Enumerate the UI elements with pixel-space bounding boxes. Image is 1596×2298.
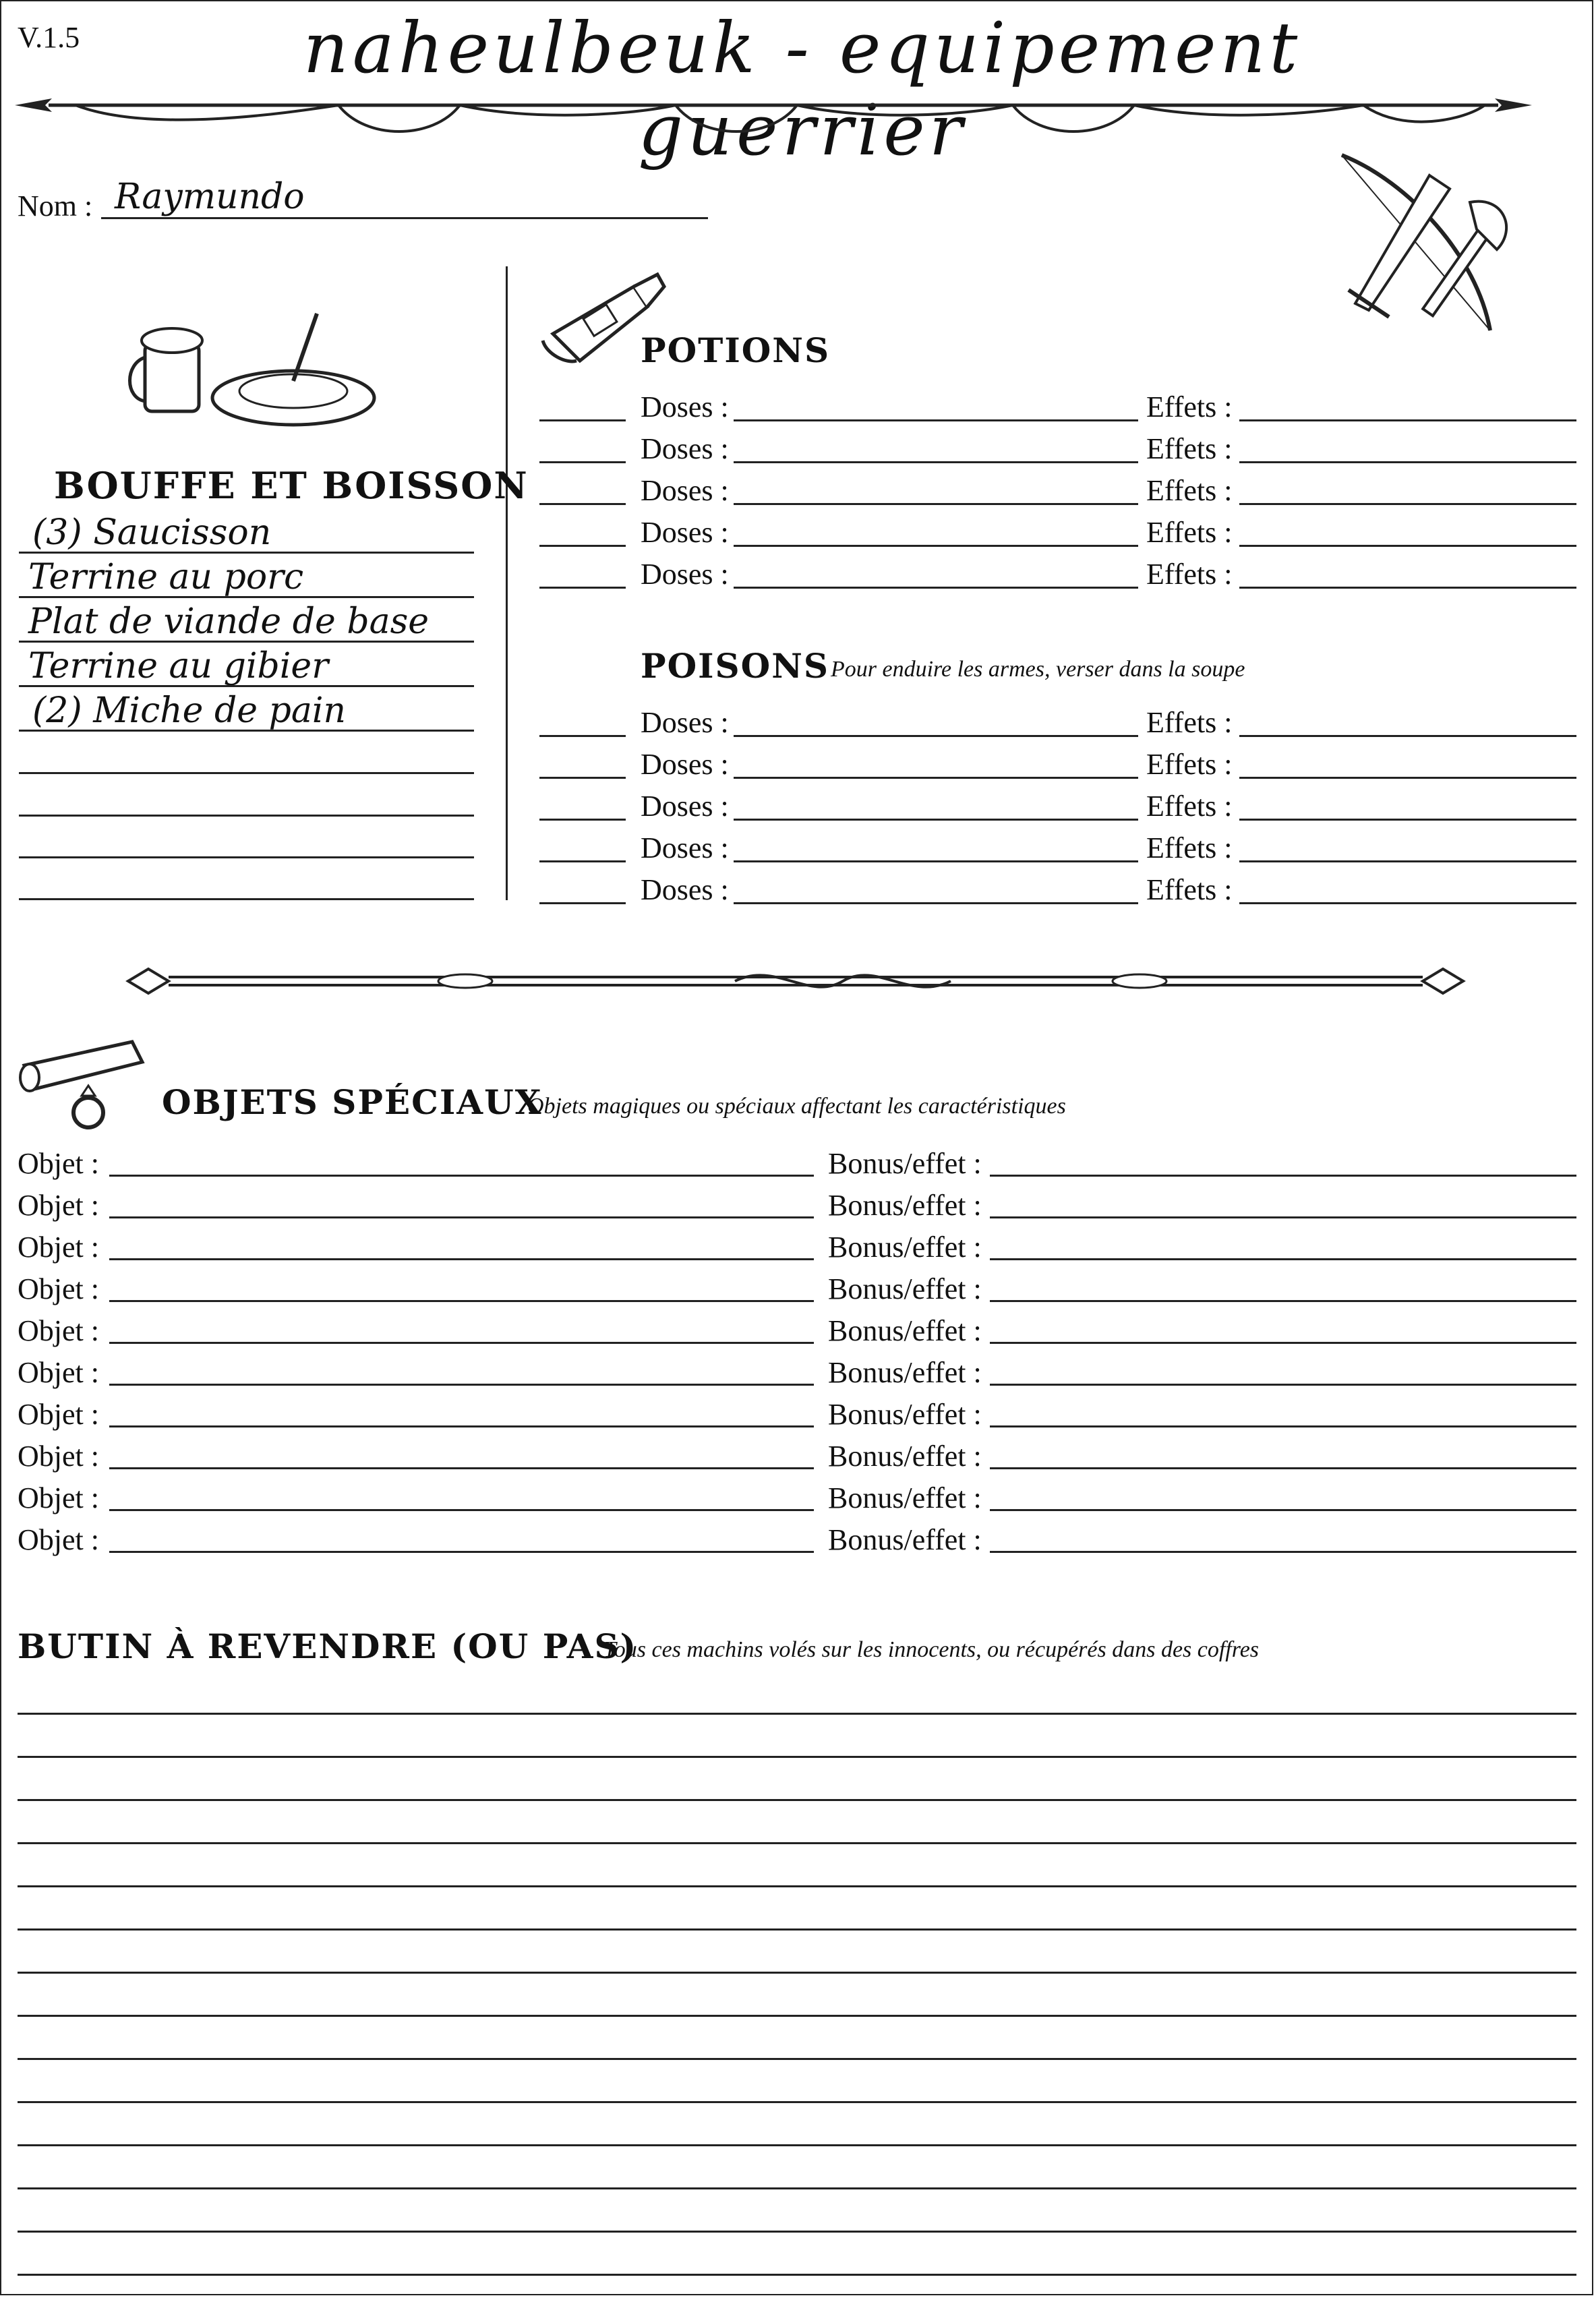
potion-doses-label: Doses : <box>641 516 729 549</box>
bonus-label: Bonus/effet : <box>828 1356 982 1389</box>
poison-doses-label: Doses : <box>641 790 729 823</box>
loot-line[interactable] <box>18 2058 1576 2060</box>
loot-heading: BUTIN À REVENDRE (OU PAS) <box>18 1626 638 1666</box>
bonus-label: Bonus/effet : <box>828 1523 982 1556</box>
poison-doses-line[interactable] <box>734 735 1138 737</box>
objet-line[interactable] <box>109 1342 814 1344</box>
objet-label: Objet : <box>18 1314 99 1347</box>
poison-qty-line[interactable] <box>539 860 626 862</box>
objet-label: Objet : <box>18 1356 99 1389</box>
bonus-line[interactable] <box>990 1384 1576 1386</box>
potion-doses-label: Doses : <box>641 474 729 507</box>
potion-effets-line[interactable] <box>1239 419 1576 421</box>
potion-effets-label: Effets : <box>1146 516 1233 549</box>
poison-effets-label: Effets : <box>1146 831 1233 864</box>
poison-effets-label: Effets : <box>1146 706 1233 739</box>
name-underline <box>101 217 708 219</box>
food-item-line <box>19 596 474 598</box>
objet-line[interactable] <box>109 1509 814 1511</box>
weapons-icon <box>1328 155 1531 337</box>
potion-qty-line[interactable] <box>539 545 626 547</box>
objet-line[interactable] <box>109 1258 814 1260</box>
poison-doses-label: Doses : <box>641 873 729 906</box>
poison-qty-line[interactable] <box>539 777 626 779</box>
bonus-line[interactable] <box>990 1342 1576 1344</box>
bonus-line[interactable] <box>990 1175 1576 1177</box>
food-icon <box>138 303 381 432</box>
poison-effets-label: Effets : <box>1146 873 1233 906</box>
page-title: naheulbeuk - equipement guerrier <box>303 7 1302 171</box>
potion-doses-line[interactable] <box>734 503 1138 505</box>
objet-label: Objet : <box>18 1398 99 1431</box>
food-item[interactable]: (2) Miche de pain <box>32 690 346 731</box>
bonus-line[interactable] <box>990 1551 1576 1553</box>
loot-line[interactable] <box>18 2187 1576 2189</box>
bonus-label: Bonus/effet : <box>828 1481 982 1514</box>
loot-line[interactable] <box>18 1842 1576 1844</box>
objet-label: Objet : <box>18 1272 99 1305</box>
poison-doses-line[interactable] <box>734 777 1138 779</box>
food-item[interactable]: Terrine au gibier <box>28 646 329 686</box>
loot-subtitle: Tous ces machins volés sur les innocents, ou récupérés dans des coffres <box>603 1637 1260 1662</box>
objet-label: Objet : <box>18 1481 99 1514</box>
loot-line[interactable] <box>18 1928 1576 1931</box>
potion-doses-line[interactable] <box>734 419 1138 421</box>
loot-line[interactable] <box>18 2101 1576 2103</box>
objet-line[interactable] <box>109 1467 814 1469</box>
poison-doses-label: Doses : <box>641 831 729 864</box>
objet-line[interactable] <box>109 1551 814 1553</box>
potion-qty-line[interactable] <box>539 503 626 505</box>
food-item-line <box>19 856 474 858</box>
poison-effets-line[interactable] <box>1239 819 1576 821</box>
poisons-heading: POISONS <box>641 646 830 686</box>
food-item-line <box>19 685 474 687</box>
potion-qty-line[interactable] <box>539 461 626 463</box>
potion-doses-line[interactable] <box>734 587 1138 589</box>
food-item-line <box>19 641 474 643</box>
loot-line[interactable] <box>18 1799 1576 1801</box>
poison-effets-line[interactable] <box>1239 860 1576 862</box>
bonus-label: Bonus/effet : <box>828 1272 982 1305</box>
bonus-line[interactable] <box>990 1258 1576 1260</box>
poison-qty-line[interactable] <box>539 819 626 821</box>
column-separator <box>506 266 508 900</box>
poison-effets-label: Effets : <box>1146 748 1233 781</box>
potion-qty-line[interactable] <box>539 419 626 421</box>
bonus-label: Bonus/effet : <box>828 1440 982 1473</box>
food-item-line <box>19 815 474 817</box>
name-value[interactable]: Raymundo <box>115 177 305 217</box>
potion-doses-label: Doses : <box>641 558 729 591</box>
potion-effets-line[interactable] <box>1239 461 1576 463</box>
food-item[interactable]: (3) Saucisson <box>32 512 272 553</box>
loot-line[interactable] <box>18 2144 1576 2146</box>
potion-effets-line[interactable] <box>1239 545 1576 547</box>
potion-doses-label: Doses : <box>641 432 729 465</box>
poison-doses-line[interactable] <box>734 819 1138 821</box>
bonus-label: Bonus/effet : <box>828 1231 982 1264</box>
poison-qty-line[interactable] <box>539 902 626 904</box>
objet-line[interactable] <box>109 1384 814 1386</box>
bonus-line[interactable] <box>990 1300 1576 1302</box>
spear-divider-icon <box>15 86 1532 147</box>
poison-effets-line[interactable] <box>1239 777 1576 779</box>
loot-line[interactable] <box>18 2274 1576 2276</box>
bonus-label: Bonus/effet : <box>828 1147 982 1180</box>
potion-effets-line[interactable] <box>1239 587 1576 589</box>
objet-label: Objet : <box>18 1231 99 1264</box>
special-objects-subtitle: Objets magiques ou spéciaux affectant les caractéristiques <box>527 1094 1066 1119</box>
poison-doses-label: Doses : <box>641 706 729 739</box>
food-heading: BOUFFE ET BOISSON <box>54 464 529 507</box>
special-objects-heading: OBJETS SPÉCIAUX <box>162 1082 543 1122</box>
potion-doses-line[interactable] <box>734 461 1138 463</box>
objet-label: Objet : <box>18 1147 99 1180</box>
bonus-line[interactable] <box>990 1509 1576 1511</box>
poisons-subtitle: Pour enduire les armes, verser dans la soupe <box>831 657 1245 682</box>
food-item-line <box>19 730 474 732</box>
objet-line[interactable] <box>109 1425 814 1427</box>
objet-label: Objet : <box>18 1523 99 1556</box>
food-item-line <box>19 552 474 554</box>
bonus-line[interactable] <box>990 1425 1576 1427</box>
food-item[interactable]: Terrine au porc <box>28 557 304 597</box>
food-item-line <box>19 898 474 900</box>
objet-label: Objet : <box>18 1189 99 1222</box>
objet-line[interactable] <box>109 1216 814 1218</box>
bonus-line[interactable] <box>990 1216 1576 1218</box>
poison-effets-label: Effets : <box>1146 790 1233 823</box>
poison-effets-line[interactable] <box>1239 902 1576 904</box>
potion-effets-label: Effets : <box>1146 390 1233 423</box>
bonus-label: Bonus/effet : <box>828 1189 982 1222</box>
poison-effets-line[interactable] <box>1239 735 1576 737</box>
potion-doses-label: Doses : <box>641 390 729 423</box>
potion-effets-label: Effets : <box>1146 558 1233 591</box>
loot-line[interactable] <box>18 1713 1576 1715</box>
scroll-ring-icon <box>18 1032 152 1133</box>
objet-line[interactable] <box>109 1300 814 1302</box>
poison-doses-label: Doses : <box>641 748 729 781</box>
loot-line[interactable] <box>18 2015 1576 2017</box>
potion-effets-line[interactable] <box>1239 503 1576 505</box>
staff-divider-icon <box>128 961 1463 1001</box>
name-label: Nom : <box>18 189 93 223</box>
loot-line[interactable] <box>18 2231 1576 2233</box>
bonus-label: Bonus/effet : <box>828 1398 982 1431</box>
bonus-label: Bonus/effet : <box>828 1314 982 1347</box>
potion-effets-label: Effets : <box>1146 432 1233 465</box>
bonus-line[interactable] <box>990 1467 1576 1469</box>
loot-line[interactable] <box>18 1972 1576 1974</box>
objet-label: Objet : <box>18 1440 99 1473</box>
potion-qty-line[interactable] <box>539 587 626 589</box>
loot-line[interactable] <box>18 1756 1576 1758</box>
food-item[interactable]: Plat de viande de base <box>28 601 430 642</box>
potion-effets-label: Effets : <box>1146 474 1233 507</box>
poison-doses-line[interactable] <box>734 902 1138 904</box>
objet-line[interactable] <box>109 1175 814 1177</box>
version-label: V.1.5 <box>18 21 80 54</box>
potions-heading: POTIONS <box>641 330 831 370</box>
loot-line[interactable] <box>18 1885 1576 1887</box>
food-item-line <box>19 772 474 774</box>
poison-qty-line[interactable] <box>539 735 626 737</box>
poison-doses-line[interactable] <box>734 860 1138 862</box>
potion-doses-line[interactable] <box>734 545 1138 547</box>
